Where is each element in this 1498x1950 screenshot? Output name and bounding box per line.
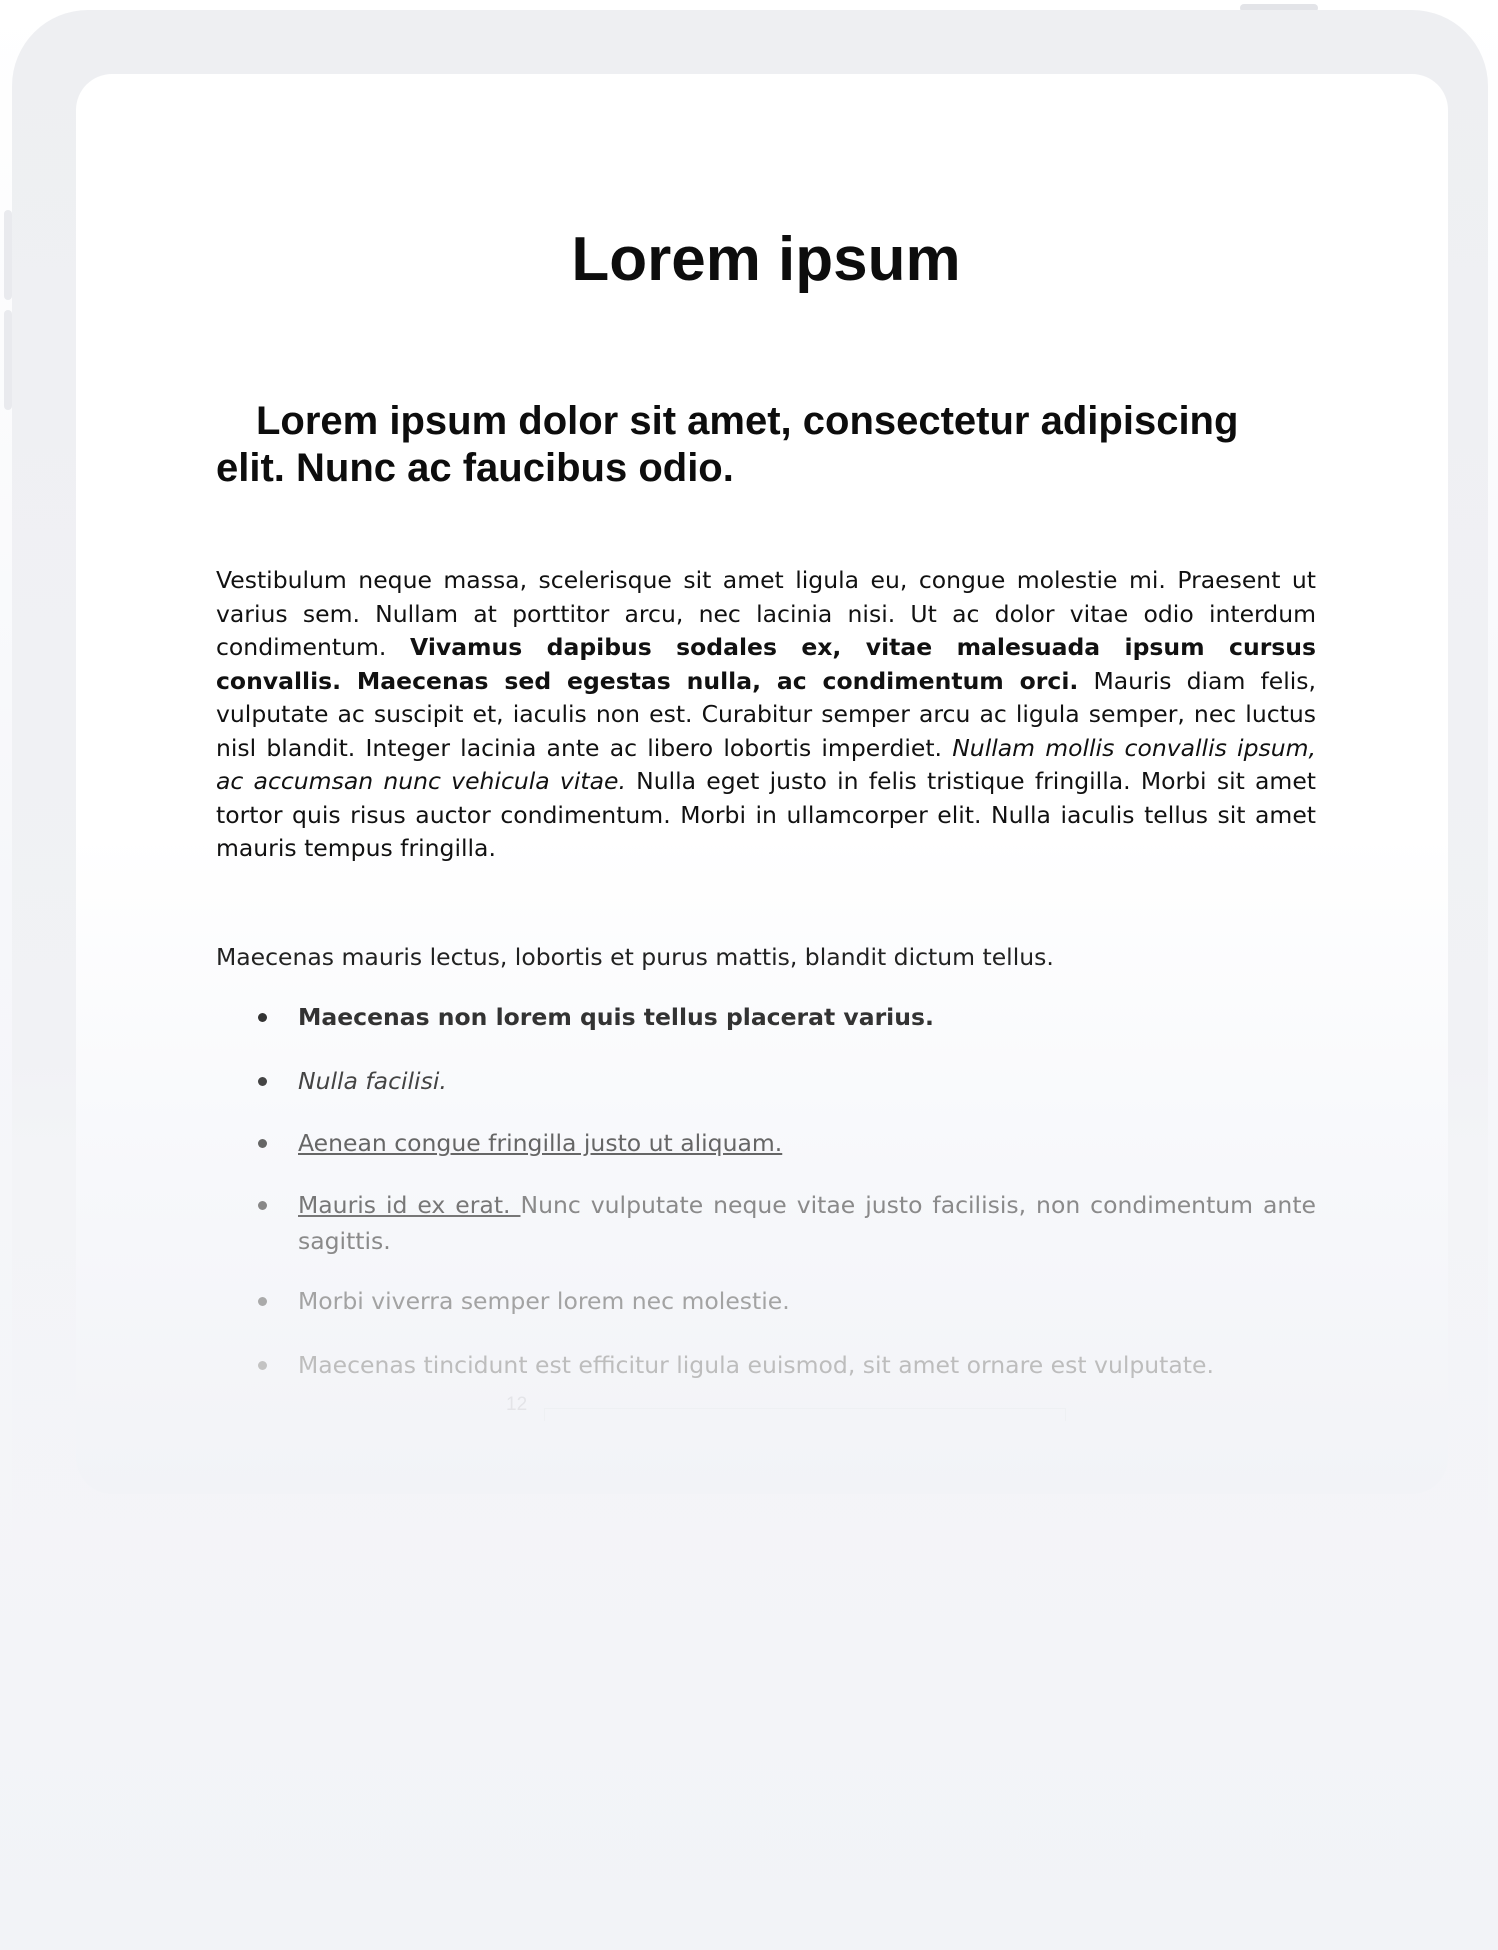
list-item	[216, 1347, 1316, 1383]
footer-divider	[544, 1408, 1066, 1421]
device-volume-up-button	[4, 210, 12, 300]
list-item	[216, 1187, 1316, 1259]
body-paragraph	[216, 564, 1316, 866]
list-item	[216, 1125, 1316, 1161]
bold-text: Vivamus dapibus sodales ex, vitae malesuada ipsum cursus convallis. Maecenas sed egestas nulla, ac condimentum orci.	[216, 633, 1316, 695]
italic-text: Nullam mollis convallis ipsum, ac accumsan nunc vehicula vitae.	[216, 733, 1316, 795]
document-subtitle: Lorem ipsum dolor sit amet, consectetur adipiscing elit. Nunc ac faucibus odio.	[216, 399, 1239, 490]
document-screen[interactable]	[76, 74, 1448, 1494]
paragraph-text: Mauris diam felis, vulputate ac suscipit et, iaculis non est. Curabitur semper arcu ac ligula semper, nec luctus nisl blandit. Integer lacinia ante ac libero lobortis imperdiet.	[216, 666, 1317, 762]
bullet-icon	[258, 1361, 267, 1370]
second-paragraph: Maecenas mauris lectus, lobortis et purus mattis, blandit dictum tellus.	[216, 943, 1054, 971]
list-item-text: Morbi viverra semper lorem nec molestie.	[298, 1287, 790, 1315]
list-item-text: Nulla facilisi.	[298, 1067, 447, 1095]
page-footer	[506, 1394, 1066, 1424]
bullet-icon	[258, 1201, 267, 1210]
list-item-link[interactable]: Aenean congue fringilla justo ut aliquam.	[298, 1129, 783, 1157]
bullet-icon	[258, 1297, 267, 1306]
device-volume-down-button	[4, 310, 12, 410]
page-number: 12	[506, 1394, 528, 1415]
document-title: Lorem ipsum	[571, 225, 961, 294]
list-item	[216, 1283, 1316, 1319]
bullet-icon	[258, 1013, 267, 1022]
list-item-text: Maecenas tincidunt est efficitur ligula euismod, sit amet ornare est vulputate.	[298, 1351, 1214, 1379]
list-item	[216, 1063, 1316, 1099]
bullet-icon	[258, 1139, 267, 1148]
paragraph-text: Nulla eget justo in felis tristique fringilla. Morbi sit amet tortor quis risus auctor condimentum. Morbi in ullamcorper elit. Nulla iaculis tellus sit amet mauris tempus fringilla.	[216, 767, 1316, 862]
bullet-list	[216, 999, 1316, 1411]
paragraph-text: Vestibulum neque massa, scelerisque sit amet ligula eu, congue molestie mi. Praesent ut varius sem. Nullam at porttitor arcu, nec lacinia nisi. Ut ac dolor vitae odio interdum condimentum.	[216, 566, 1316, 661]
tablet-frame	[12, 10, 1488, 1910]
bullet-icon	[258, 1077, 267, 1086]
list-item-text: Maecenas non lorem quis tellus placerat varius.	[298, 1003, 934, 1031]
list-item	[216, 999, 1316, 1035]
list-item-text: Nunc vulputate neque vitae justo facilisis, non condimentum ante sagittis.	[298, 1191, 1316, 1255]
list-item-link[interactable]: Mauris id ex erat.	[298, 1191, 521, 1219]
